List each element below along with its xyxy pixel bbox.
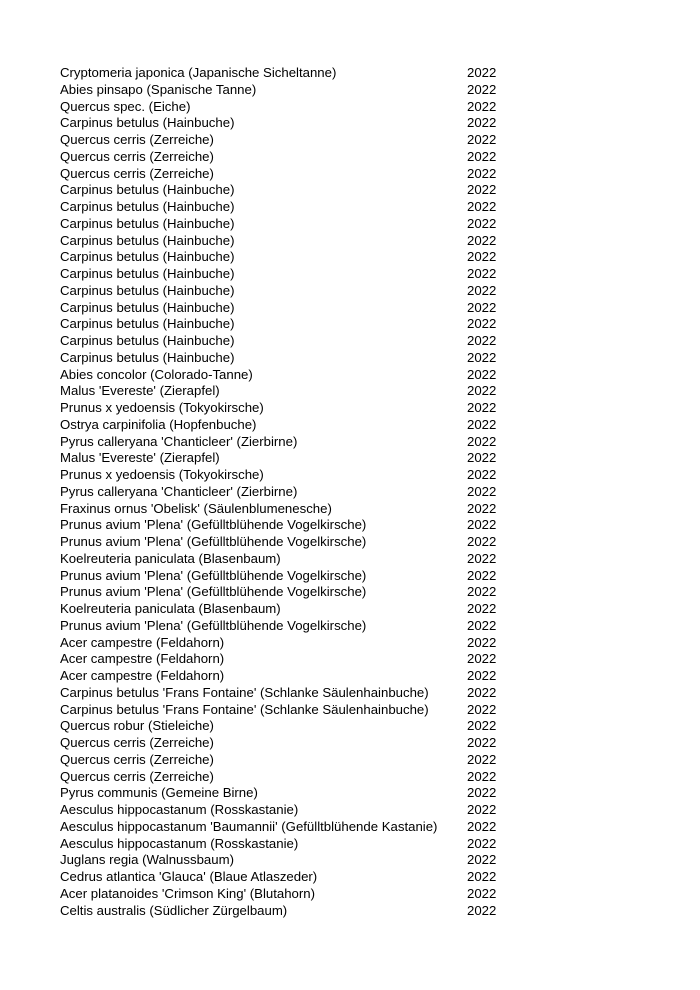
tree-name: Aesculus hippocastanum (Rosskastanie) [60, 835, 299, 851]
planting-year: 2022 [467, 483, 497, 499]
list-item [60, 601, 510, 618]
tree-name: Prunus x yedoensis (Tokyokirsche) [60, 467, 264, 482]
planting-year: 2022 [467, 467, 497, 482]
tree-name: Carpinus betulus (Hainbuche) [60, 215, 235, 231]
list-item [60, 467, 510, 484]
planting-year: 2022 [467, 550, 497, 566]
list-item [60, 886, 510, 903]
planting-year: 2022 [467, 517, 497, 533]
tree-name: Carpinus betulus (Hainbuche) [60, 282, 235, 298]
planting-year: 2022 [467, 148, 497, 164]
list-item [60, 350, 510, 367]
planting-year: 2022 [467, 852, 497, 868]
tree-name: Juglans regia (Walnussbaum) [60, 852, 234, 868]
tree-name: Aesculus hippocastanum 'Baumannii' (Gefülltblühende Kastanie) [60, 818, 438, 834]
tree-name: Pyrus calleryana 'Chanticleer' (Zierbirne) [60, 483, 298, 499]
planting-year: 2022 [467, 215, 497, 231]
list-item [60, 199, 510, 216]
planting-year: 2022 [467, 617, 497, 633]
tree-name: Quercus cerris (Zerreiche) [60, 751, 214, 767]
planting-year: 2022 [467, 818, 497, 834]
planting-year: 2022 [467, 718, 497, 734]
planting-year: 2022 [467, 735, 497, 750]
planting-year: 2022 [467, 768, 497, 784]
list-item [60, 517, 510, 534]
planting-year: 2022 [467, 299, 497, 315]
planting-year: 2022 [467, 132, 497, 147]
tree-name: Carpinus betulus (Hainbuche) [60, 232, 235, 248]
list-item [60, 651, 510, 668]
list-item [60, 115, 510, 132]
planting-year: 2022 [467, 869, 497, 884]
tree-name: Malus 'Evereste' (Zierapfel) [60, 450, 220, 466]
list-item [60, 266, 510, 283]
list-item [60, 702, 510, 719]
planting-year: 2022 [467, 668, 497, 683]
planting-year: 2022 [467, 316, 497, 332]
tree-name: Quercus robur (Stieleiche) [60, 718, 214, 734]
tree-name: Celtis australis (Südlicher Zürgelbaum) [60, 902, 288, 918]
tree-name: Cedrus atlantica 'Glauca' (Blaue Atlaszeder) [60, 869, 318, 884]
tree-name: Quercus cerris (Zerreiche) [60, 148, 214, 164]
planting-year: 2022 [467, 65, 497, 80]
list-item [60, 417, 510, 434]
planting-year: 2022 [467, 651, 497, 667]
tree-name: Acer campestre (Feldahorn) [60, 634, 225, 650]
tree-name: Prunus avium 'Plena' (Gefülltblühende Vogelkirsche) [60, 617, 367, 633]
tree-name: Quercus cerris (Zerreiche) [60, 768, 214, 784]
planting-year: 2022 [467, 701, 497, 717]
list-item [60, 316, 510, 333]
list-item [60, 668, 510, 685]
list-item [60, 836, 510, 853]
list-item [60, 182, 510, 199]
planting-year: 2022 [467, 684, 497, 700]
tree-name: Koelreuteria paniculata (Blasenbaum) [60, 601, 281, 616]
list-item [60, 216, 510, 233]
list-item [60, 501, 510, 518]
tree-name: Pyrus calleryana 'Chanticleer' (Zierbirne) [60, 433, 298, 449]
planting-year: 2022 [467, 450, 497, 466]
list-item [60, 785, 510, 802]
planting-year: 2022 [467, 902, 497, 918]
list-item [60, 450, 510, 467]
list-item [60, 166, 510, 183]
list-item [60, 752, 510, 769]
planting-year: 2022 [467, 835, 497, 851]
list-item [60, 333, 510, 350]
planting-year: 2022 [467, 182, 497, 198]
list-item [60, 434, 510, 451]
list-item [60, 618, 510, 635]
list-item [60, 65, 510, 82]
tree-name: Prunus avium 'Plena' (Gefülltblühende Vogelkirsche) [60, 517, 367, 533]
list-item [60, 400, 510, 417]
planting-year: 2022 [467, 601, 497, 616]
tree-name: Quercus spec. (Eiche) [60, 98, 191, 114]
planting-year: 2022 [467, 232, 497, 248]
planting-year: 2022 [467, 266, 497, 281]
list-item [60, 769, 510, 786]
planting-year: 2022 [467, 433, 497, 449]
list-item [60, 551, 510, 568]
tree-name: Cryptomeria japonica (Japanische Sicheltanne) [60, 65, 337, 80]
tree-name: Carpinus betulus (Hainbuche) [60, 115, 235, 131]
planting-year: 2022 [467, 751, 497, 767]
list-item [60, 568, 510, 585]
tree-name: Carpinus betulus (Hainbuche) [60, 333, 235, 348]
list-item [60, 534, 510, 551]
list-item [60, 283, 510, 300]
list-item [60, 819, 510, 836]
planting-year: 2022 [467, 400, 497, 415]
planting-year: 2022 [467, 634, 497, 650]
list-item [60, 383, 510, 400]
list-item [60, 484, 510, 501]
list-item [60, 718, 510, 735]
tree-name: Koelreuteria paniculata (Blasenbaum) [60, 550, 281, 566]
planting-year: 2022 [467, 534, 497, 549]
tree-name: Acer campestre (Feldahorn) [60, 651, 225, 667]
list-item [60, 584, 510, 601]
planting-year: 2022 [467, 567, 497, 583]
tree-name: Abies concolor (Colorado-Tanne) [60, 366, 253, 382]
list-item [60, 685, 510, 702]
tree-name: Prunus avium 'Plena' (Gefülltblühende Vogelkirsche) [60, 534, 367, 549]
list-item [60, 233, 510, 250]
planting-year: 2022 [467, 81, 497, 97]
planting-year: 2022 [467, 500, 497, 516]
planting-year: 2022 [467, 349, 497, 365]
planting-year: 2022 [467, 785, 497, 801]
list-item [60, 300, 510, 317]
list-item [60, 99, 510, 116]
tree-name: Pyrus communis (Gemeine Birne) [60, 785, 258, 801]
tree-name: Fraxinus ornus 'Obelisk' (Säulenblumenesche) [60, 500, 332, 516]
list-item [60, 852, 510, 869]
planting-year: 2022 [467, 416, 497, 432]
tree-name: Prunus x yedoensis (Tokyokirsche) [60, 400, 264, 415]
planting-year: 2022 [467, 199, 497, 214]
planting-year: 2022 [467, 249, 497, 265]
list-item [60, 249, 510, 266]
list-item [60, 869, 510, 886]
tree-name: Carpinus betulus (Hainbuche) [60, 182, 235, 198]
tree-name: Carpinus betulus (Hainbuche) [60, 249, 235, 265]
tree-name: Prunus avium 'Plena' (Gefülltblühende Vogelkirsche) [60, 584, 367, 600]
tree-name: Carpinus betulus (Hainbuche) [60, 299, 235, 315]
tree-name: Acer platanoides 'Crimson King' (Blutahorn) [60, 885, 315, 901]
tree-name: Prunus avium 'Plena' (Gefülltblühende Vogelkirsche) [60, 567, 367, 583]
list-item [60, 82, 510, 99]
tree-name: Carpinus betulus 'Frans Fontaine' (Schlanke Säulenhainbuche) [60, 701, 429, 717]
list-item [60, 635, 510, 652]
tree-list [60, 65, 510, 919]
planting-year: 2022 [467, 98, 497, 114]
list-item [60, 149, 510, 166]
list-item [60, 132, 510, 149]
list-item [60, 735, 510, 752]
planting-year: 2022 [467, 115, 497, 131]
planting-year: 2022 [467, 802, 497, 817]
tree-name: Quercus cerris (Zerreiche) [60, 735, 214, 750]
planting-year: 2022 [467, 885, 497, 901]
tree-name: Carpinus betulus (Hainbuche) [60, 266, 235, 281]
tree-name: Quercus cerris (Zerreiche) [60, 165, 214, 181]
tree-name: Aesculus hippocastanum (Rosskastanie) [60, 802, 299, 817]
planting-year: 2022 [467, 282, 497, 298]
tree-name: Carpinus betulus 'Frans Fontaine' (Schlanke Säulenhainbuche) [60, 684, 429, 700]
planting-year: 2022 [467, 383, 497, 399]
planting-year: 2022 [467, 333, 497, 348]
tree-name: Carpinus betulus (Hainbuche) [60, 199, 235, 214]
planting-year: 2022 [467, 165, 497, 181]
tree-name: Carpinus betulus (Hainbuche) [60, 316, 235, 332]
list-item [60, 903, 510, 920]
tree-name: Quercus cerris (Zerreiche) [60, 132, 214, 147]
list-item [60, 802, 510, 819]
list-item [60, 367, 510, 384]
tree-name: Malus 'Evereste' (Zierapfel) [60, 383, 220, 399]
tree-name: Carpinus betulus (Hainbuche) [60, 349, 235, 365]
tree-name: Abies pinsapo (Spanische Tanne) [60, 81, 257, 97]
tree-name: Acer campestre (Feldahorn) [60, 668, 225, 683]
planting-year: 2022 [467, 366, 497, 382]
tree-name: Ostrya carpinifolia (Hopfenbuche) [60, 416, 257, 432]
planting-year: 2022 [467, 584, 497, 600]
